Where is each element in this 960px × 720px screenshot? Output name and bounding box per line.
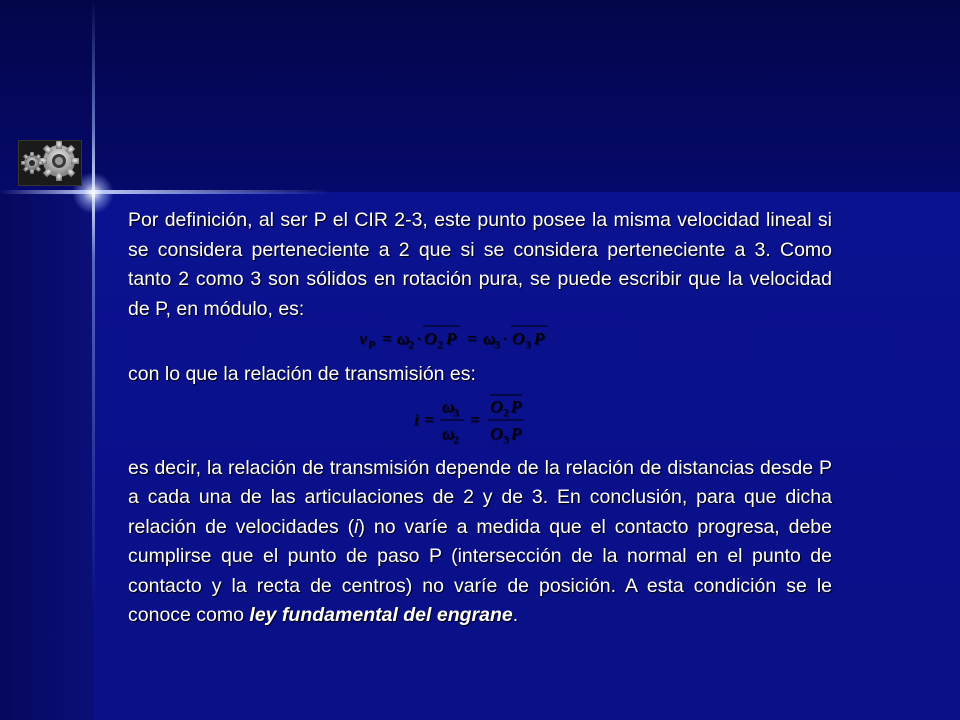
svg-text:P: P: [446, 329, 457, 348]
svg-text:O: O: [512, 329, 525, 348]
svg-text:ω: ω: [483, 329, 496, 348]
svg-text:O: O: [424, 329, 437, 348]
gear-icon: [18, 140, 82, 186]
left-band: [0, 192, 94, 720]
svg-text:·: ·: [416, 329, 422, 348]
svg-text:P: P: [511, 396, 522, 416]
conclusion-text-part1: es decir, la relación de transmisión depende de la relación de distancias desde P a cada una de las articulaciones de 2 y de 3. En conclusión, para que dicha relación de velocidades (: [128, 456, 832, 538]
svg-text:ω: ω: [397, 329, 410, 348]
svg-text:i: i: [414, 409, 419, 429]
svg-text:3: 3: [525, 339, 531, 351]
paragraph-definition: Por definición, al ser P el CIR 2-3, este punto posee la misma velocidad lineal si se considera perteneciente a 2 que si se considera perteneciente a 3. Como tanto 2 como 3 son sólidos en rotación pura, se puede escribir que la velocidad de P, en módulo, es:: [128, 209, 832, 320]
svg-text:2: 2: [437, 339, 443, 351]
conclusion-text-part2: ) no varíe a medida que el contacto progresa, debe cumplirse que el punto de paso P (intersección de la normal en el punto de contacto y la recta de centros) no varíe de posición. A esta condición se le conoce como: [128, 515, 832, 626]
svg-text:P: P: [368, 339, 375, 351]
equation-transmission-ratio: [410, 392, 550, 448]
svg-text:O: O: [490, 423, 503, 443]
svg-text:2: 2: [503, 406, 509, 419]
svg-text:P: P: [534, 329, 545, 348]
svg-text:=: =: [424, 409, 434, 429]
svg-text:ω: ω: [442, 423, 455, 443]
svg-text:3: 3: [503, 433, 509, 446]
svg-text:=: =: [382, 329, 392, 348]
svg-text:2: 2: [453, 433, 459, 446]
svg-text:3: 3: [453, 406, 459, 419]
paragraph-transmission: con lo que la relación de transmisión es:: [128, 363, 476, 385]
slide-content: [128, 206, 832, 631]
svg-text:·: ·: [502, 329, 508, 348]
fundamental-law-term: ley fundamental del engrane: [249, 604, 513, 626]
ratio-symbol-i: i: [354, 515, 359, 538]
svg-text:=: =: [470, 409, 480, 429]
svg-text:=: =: [467, 329, 477, 348]
light-flare-horizontal: [0, 190, 330, 194]
svg-text:O: O: [490, 396, 503, 416]
light-flare-vertical: [92, 0, 95, 720]
conclusion-text-part3: .: [512, 604, 519, 626]
svg-text:2: 2: [408, 339, 414, 351]
svg-text:3: 3: [494, 339, 500, 351]
svg-text:ω: ω: [442, 396, 455, 416]
top-band: [0, 0, 960, 192]
svg-text:v: v: [359, 329, 367, 348]
svg-text:P: P: [511, 423, 522, 443]
paragraph-conclusion: [128, 454, 832, 631]
equation-velocity: [355, 322, 605, 354]
